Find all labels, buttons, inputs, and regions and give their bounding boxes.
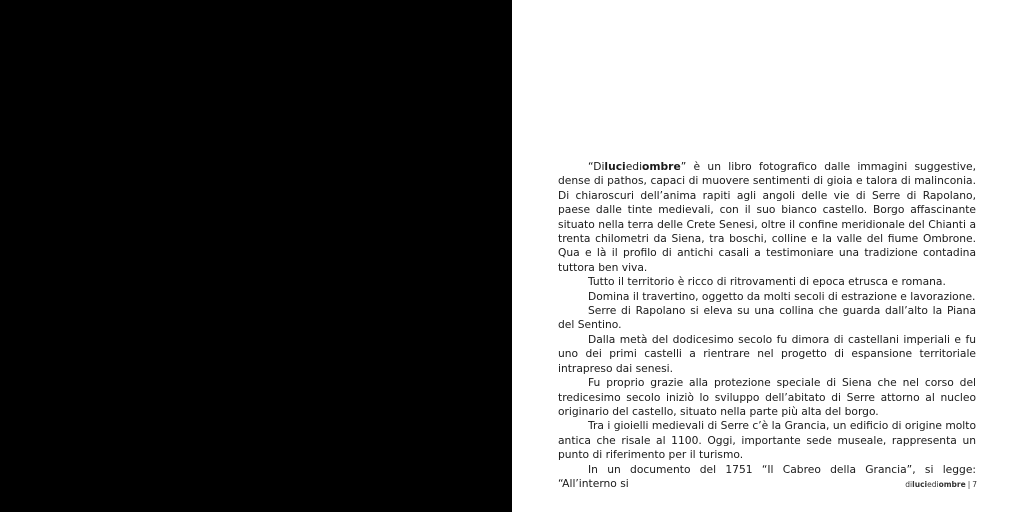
paragraph-7: Tra i gioielli medievali di Serre c’è la Grancia, un edificio di origine molto antica che risale al 1100. Oggi, importante sede museale, rappresenta un punto di riferimento per il turismo. — [558, 419, 976, 462]
folio-part-1: di — [905, 480, 913, 489]
folio-part-3: edi — [927, 480, 939, 489]
close-quote: ” — [680, 160, 687, 173]
page-number: 7 — [972, 480, 977, 489]
paragraph-8: In un documento del 1751 “Il Cabreo della Grancia”, si legge: “All’interno si — [558, 462, 976, 490]
open-quote: “ — [588, 160, 594, 173]
page-folio — [905, 480, 977, 489]
title-part-1: Di — [593, 160, 605, 173]
body-text — [558, 160, 976, 491]
paragraph-4: Serre di Rapolano si eleva su una collina che guarda dall’alto la Piana del Sentino. — [558, 304, 976, 332]
paragraph-3: Domina il travertino, oggetto da molti secoli di estrazione e lavorazione. — [588, 289, 976, 303]
folio-separator: | — [967, 480, 971, 489]
title-part-3: edi — [625, 160, 643, 173]
paragraph-1 — [558, 160, 976, 275]
folio-part-4: ombre — [938, 480, 966, 489]
paragraph-1-text: è un libro fotografico dalle immagini suggestive, dense di pathos, capaci di muovere sentimenti di gioia e talora di malinconia. Di chiaroscuri dell’anima rapiti agli angoli delle vie di Serre di Rapolano, paese dalle tinte medievali, con il suo bianco castello. Borgo affascinante situato nella terra delle Crete Senesi, oltre il confine meridionale del Chianti a trenta chilometri da Siena, tra boschi, colline e la valle del fiume Ombrone. Qua e là il profilo di antichi casali a testimoniare una tradizione contadina tuttora ben viva. — [558, 160, 976, 274]
book-title-inline — [593, 160, 680, 173]
title-part-2: luci — [604, 160, 626, 173]
paragraph-2: Tutto il territorio è ricco di ritrovamenti di epoca etrusca e romana. — [588, 275, 946, 289]
paragraph-6: Fu proprio grazie alla protezione speciale di Siena che nel corso del tredicesimo secolo iniziò lo sviluppo dell’abitato di Serre attorno al nucleo originario del castello, situato nella parte più alta del borgo. — [558, 376, 976, 418]
title-part-4: ombre — [642, 160, 681, 173]
right-page — [512, 0, 1024, 512]
folio-part-2: luci — [912, 480, 928, 489]
paragraph-5: Dalla metà del dodicesimo secolo fu dimora di castellani imperiali e fu uno dei primi castelli a rientrare nel progetto di espansione territoriale intrapreso dai senesi. — [558, 332, 976, 375]
